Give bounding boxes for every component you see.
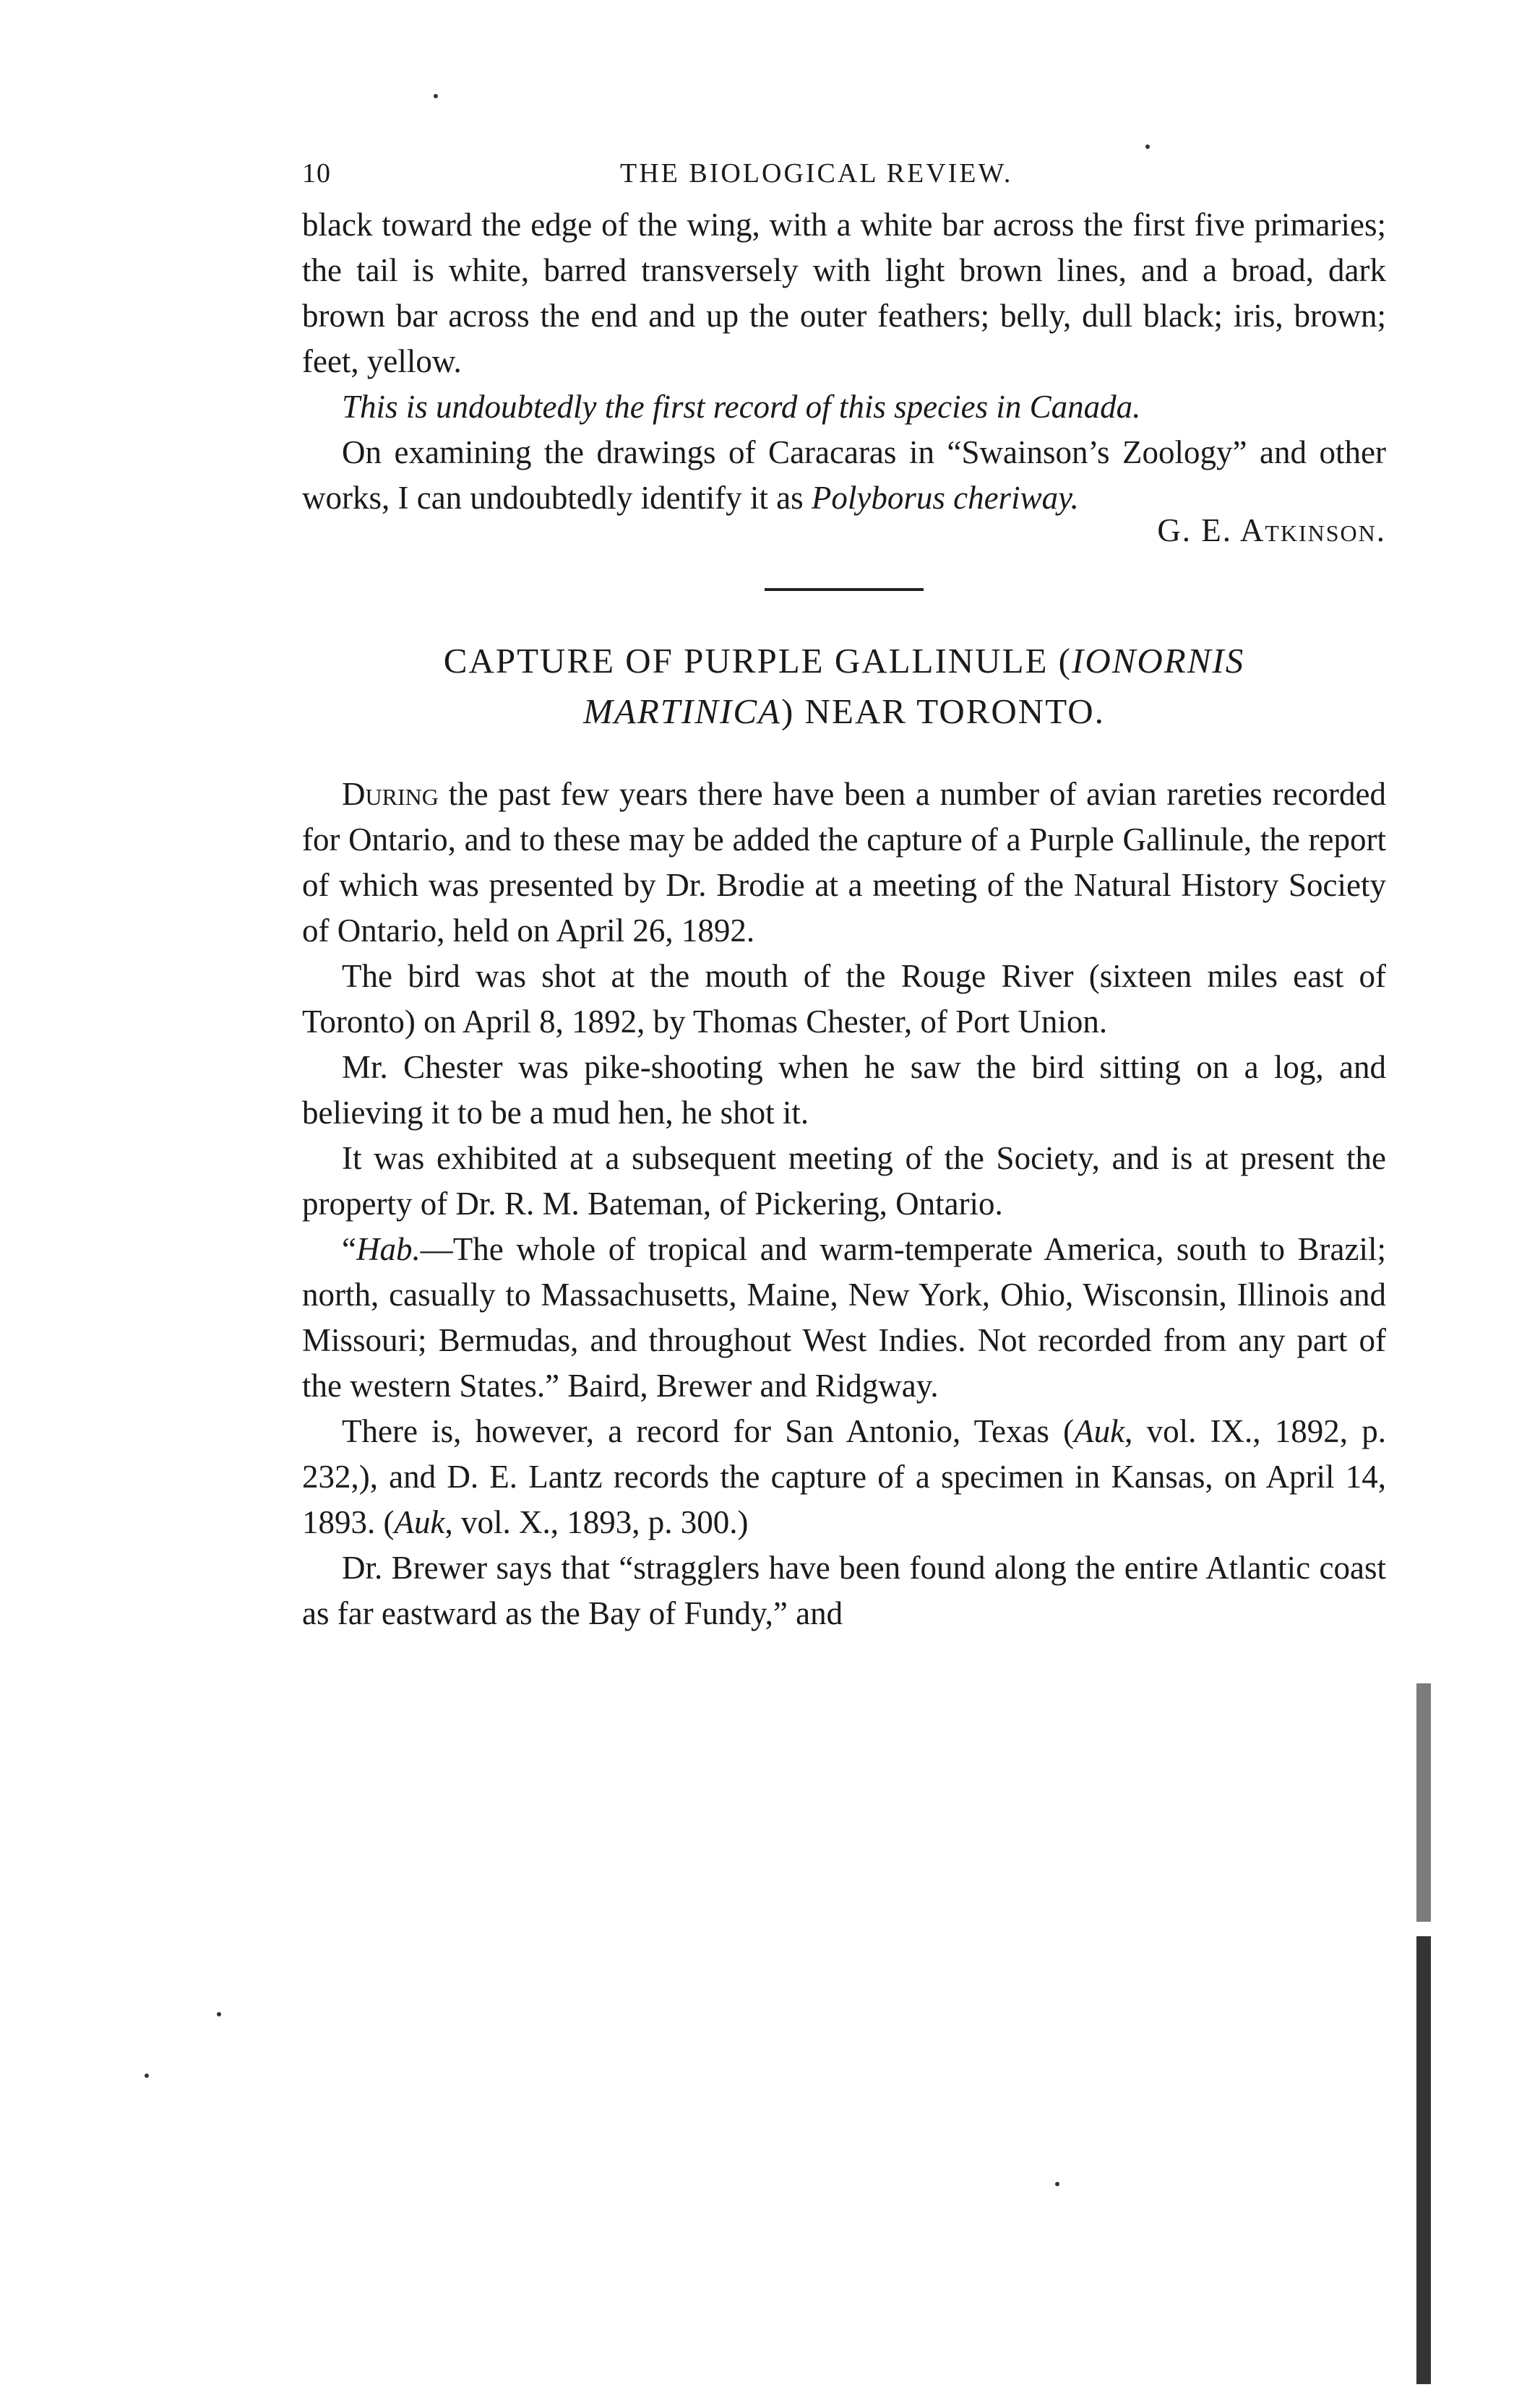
scan-speck — [217, 2012, 221, 2016]
habitat-label: Hab. — [356, 1231, 421, 1267]
scan-speck — [145, 2073, 149, 2078]
record-statement — [302, 384, 1386, 430]
habitat-text: —The whole of tropical and warm-temperate America, south to Brazil; north, casually to Massachusetts, Maine, New York, Ohio, Wisconsin, Illinois and Missouri; Bermudas, and throughout West Indies. Not recorded from any part of the western States.” Baird, Brewer and Ridgway. — [302, 1231, 1386, 1404]
records-text-c: , vol. X., 1893, p. 300.) — [444, 1504, 749, 1540]
title-text-1: CAPTURE OF PURPLE GALLINULE ( — [443, 641, 1072, 681]
article-title — [302, 636, 1386, 737]
title-line-1 — [302, 636, 1386, 686]
species-name: Polyborus cheriway. — [811, 480, 1079, 516]
book-page — [302, 152, 1386, 1636]
running-head — [302, 152, 1386, 202]
records-text-a: There is, however, a record for San Antonio, Texas ( — [342, 1413, 1075, 1449]
scan-edge-shadow — [1416, 1683, 1431, 1922]
scan-edge-shadow-lower — [1416, 1936, 1431, 2384]
auk-citation-2: Auk — [394, 1504, 445, 1540]
journal-title: THE BIOLOGICAL REVIEW. — [620, 158, 1013, 189]
paragraph-intro — [302, 772, 1386, 954]
paragraph-habitat — [302, 1227, 1386, 1409]
section-divider — [765, 588, 924, 591]
article-body — [302, 772, 1386, 1636]
author-signature: G. E. Atkinson. — [1157, 512, 1386, 548]
previous-article-ending — [302, 202, 1386, 553]
records-text-b: , vol. IX., 1892, p. 232,), and D. E. Lantz records the capture of a specimen in Kansas, on April 14, 1893. ( — [302, 1413, 1386, 1540]
record-statement-text: This is undoubtedly the first record of this species in Canada. — [342, 389, 1141, 425]
paragraph-capture: The bird was shot at the mouth of the Rouge River (sixteen miles east of Toronto) on April 8, 1892, by Thomas Chester, of Port Union. — [302, 958, 1386, 1040]
habitat-open-quote: “ — [342, 1231, 356, 1267]
title-text-2: ) NEAR TORONTO. — [780, 691, 1105, 731]
page-number: 10 — [302, 158, 331, 189]
paragraph-intro-text: the past few years there have been a number of avian rareties recorded for Ontario, and to these may be added the capture of a Purple Gallinule, the report of which was presented by Dr. Brodie at a meeting of the Natural History Society of Ontario, held on April 26, 1892. — [302, 776, 1386, 949]
paragraph-brewer: Dr. Brewer says that “stragglers have been found along the entire Atlantic coast as far eastward as the Bay of Fundy,” and — [302, 1550, 1386, 1631]
scan-speck — [434, 94, 438, 98]
auk-citation-1: Auk — [1074, 1413, 1125, 1449]
paragraph-exhibited: It was exhibited at a subsequent meeting of the Society, and is at present the property of Dr. R. M. Bateman, of Pickering, Ontario. — [302, 1140, 1386, 1222]
title-species: MARTINICA — [583, 691, 781, 731]
continued-paragraph: black toward the edge of the wing, with a white bar across the first five primaries; the tail is white, barred transversely with light brown lines, and a broad, dark brown bar across the end and up the outer feathers; belly, dull black; iris, brown; feet, yellow. — [302, 207, 1386, 379]
paragraph-shooting: Mr. Chester was pike-shooting when he saw the bird sitting on a log, and believing it to be a mud hen, he shot it. — [302, 1049, 1386, 1131]
scan-speck — [1145, 144, 1150, 149]
lead-word: During — [342, 776, 439, 812]
paragraph-records — [302, 1409, 1386, 1545]
title-genus: IONORNIS — [1072, 641, 1245, 681]
identification-text: On examining the drawings of Caracaras in “Swainson’s Zoology” and other works, I can undoubtedly identify it as — [302, 434, 1386, 516]
title-line-2 — [302, 686, 1386, 737]
scan-speck — [1055, 2182, 1059, 2186]
